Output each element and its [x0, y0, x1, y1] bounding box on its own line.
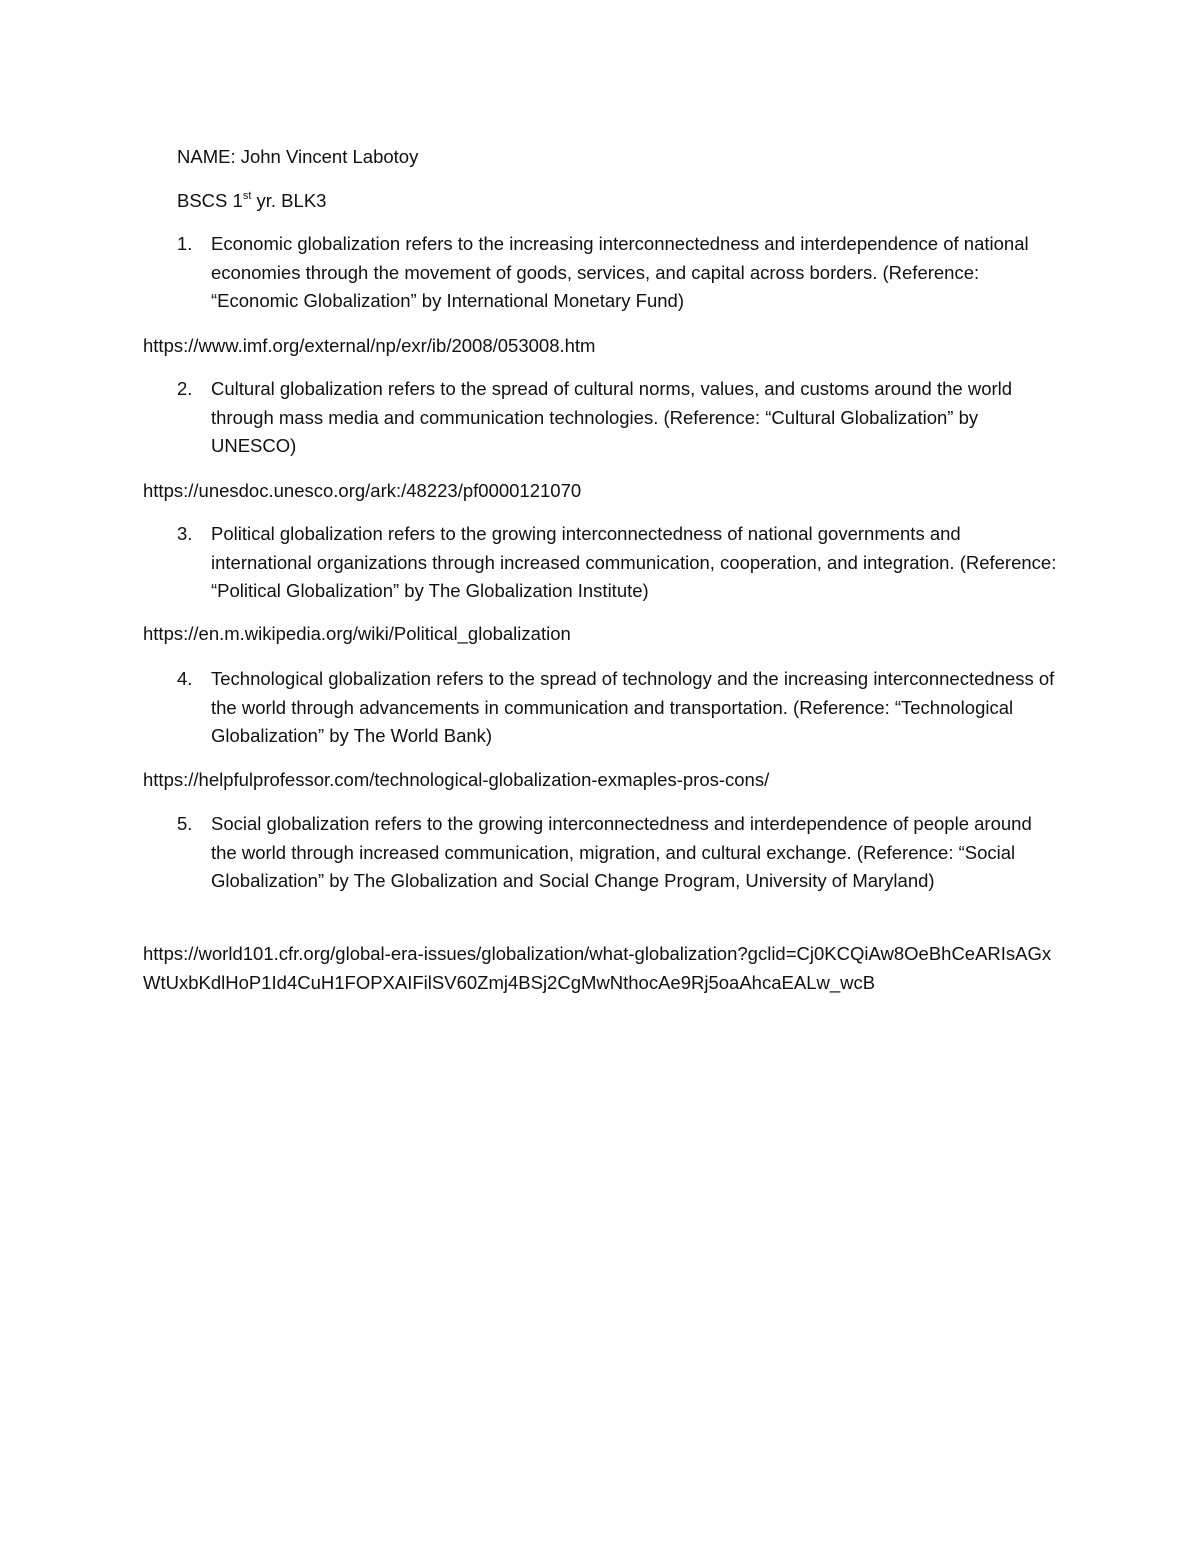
- class-superscript: st: [242, 189, 252, 202]
- list-item-number: 4.: [177, 668, 193, 689]
- class-suffix: yr. BLK3: [251, 190, 327, 211]
- reference-url: https://unesdoc.unesco.org/ark:/48223/pf0000121070: [143, 480, 582, 501]
- list-item-number: 1.: [177, 233, 193, 254]
- reference-url: https://en.m.wikipedia.org/wiki/Political_globalization: [143, 623, 571, 644]
- list-item: [177, 665, 1062, 751]
- list-item: [177, 230, 1062, 316]
- list-item-text: Economic globalization refers to the increasing interconnectedness and interdependence of national economies through the movement of goods, services, and capital across borders. (Reference: “Economic Globalization” by International Monetary Fund): [211, 233, 1029, 311]
- list-item: [177, 520, 1062, 606]
- list-item-text: Cultural globalization refers to the spread of cultural norms, values, and customs around the world through mass media and communication technologies. (Reference: “Cultural Globalization” by UNESCO): [211, 378, 1013, 456]
- list-item: [177, 810, 1062, 896]
- list-item-number: 3.: [177, 523, 193, 544]
- class-info: [177, 187, 326, 216]
- list-item-number: 5.: [177, 813, 193, 834]
- list-item-text: Social globalization refers to the growing interconnectedness and interdependence of people around the world through increased communication, migration, and cultural exchange. (Reference: “Social Globalization” by The Globalization and Social Change Program, University of Maryland): [211, 813, 1032, 891]
- list-item-text: Technological globalization refers to the spread of technology and the increasing interconnectedness of the world through advancements in communication and transportation. (Reference: “Technological Globalization” by The World Bank): [211, 668, 1055, 746]
- class-prefix: BSCS 1: [177, 190, 243, 211]
- reference-url: https://helpfulprofessor.com/technological-globalization-exmaples-pros-cons/: [143, 769, 770, 790]
- reference-url: https://world101.cfr.org/global-era-issues/globalization/what-globalization?gclid=Cj0KCQiAw8OeBhCeARIsAGxWtUxbKdlHoP1Id4CuH1FOPXAIFilSV60Zmj4BSj2CgMwNthocAe9Rj5oaAhcaEALw_wcB: [143, 943, 1052, 993]
- list-item-text: Political globalization refers to the growing interconnectedness of national governments and international organizations through increased communication, cooperation, and integration. (Reference: “Political Globalization” by The Globalization Institute): [211, 523, 1057, 601]
- reference-url: https://www.imf.org/external/np/exr/ib/2008/053008.htm: [143, 335, 596, 356]
- list-item: [177, 375, 1062, 461]
- list-item-number: 2.: [177, 378, 193, 399]
- student-name: NAME: John Vincent Labotoy: [177, 146, 419, 167]
